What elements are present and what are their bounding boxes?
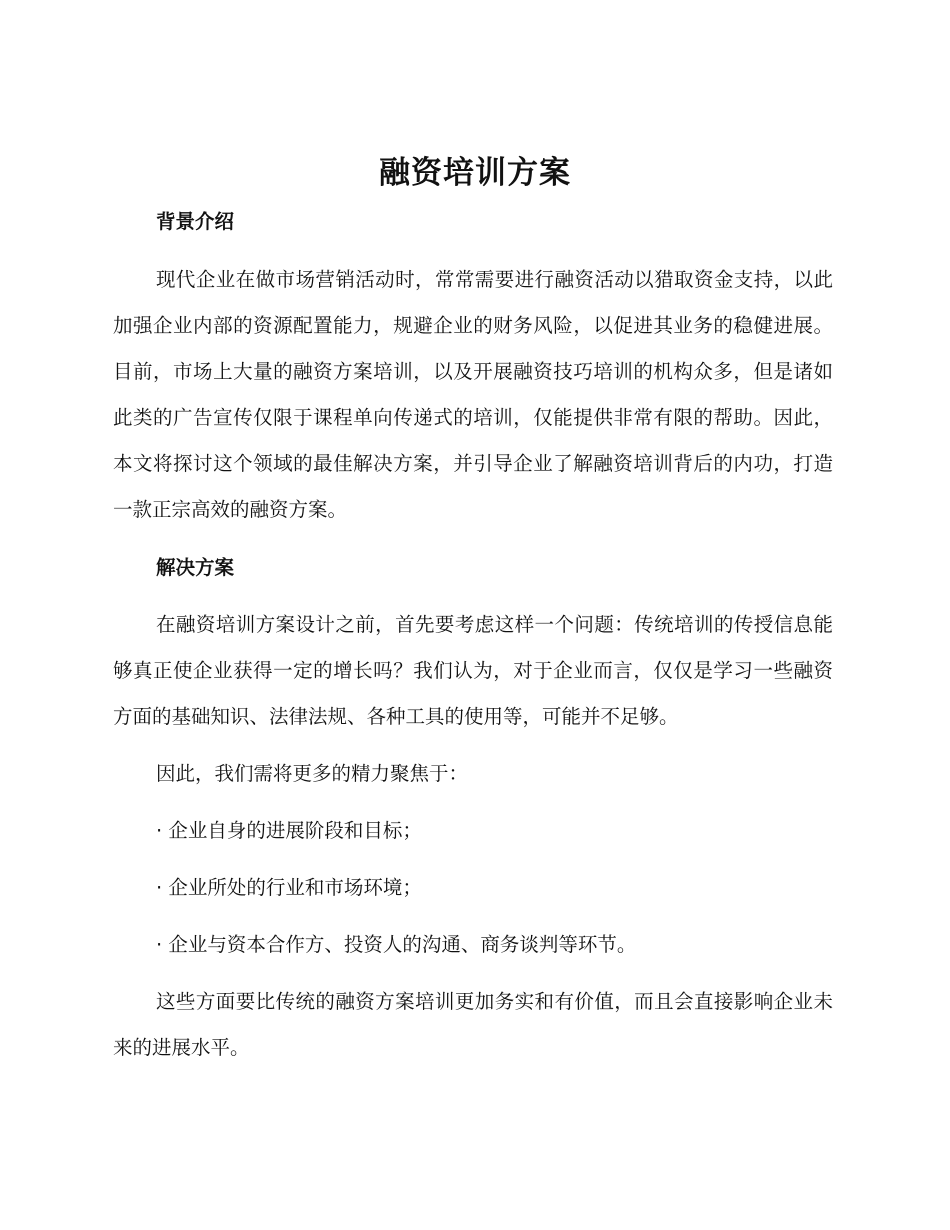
section-heading-solution: 解决方案	[156, 556, 235, 579]
document-body	[113, 199, 833, 1071]
bullet-item-2: · 企业所处的行业和市场环境；	[156, 876, 422, 899]
background-paragraph: 现代企业在做市场营销活动时，常常需要进行融资活动以猎取资金支持，以此加强企业内部的资源配置能力，规避企业的财务风险，以促进其业务的稳健进展。目前，市场上大量的融资方案培训，以及开展融资技巧培训的机构众多，但是诸如此类的广告宣传仅限于课程单向传递式的培训，仅能提供非常有限的帮助。因此，本文将探讨这个领域的最佳解决方案，并引导企业了解融资培训背后的内功，打造一款正宗高效的融资方案。	[113, 268, 833, 521]
closing-paragraph: 这些方面要比传统的融资方案培训更加务实和有价值，而且会直接影响企业未来的进展水平。	[113, 990, 833, 1059]
bullet-item-1: · 企业自身的进展阶段和目标；	[156, 819, 422, 842]
solution-paragraph-2: 因此，我们需将更多的精力聚焦于：	[156, 762, 469, 785]
document-title: 融资培训方案	[379, 155, 571, 191]
section-heading-background: 背景介绍	[156, 210, 235, 233]
solution-paragraph-1: 在融资培训方案设计之前，首先要考虑这样一个问题：传统培训的传授信息能够真正使企业获得一定的增长吗？我们认为，对于企业而言，仅仅是学习一些融资方面的基础知识、法律法规、各种工具的使用等，可能并不足够。	[113, 613, 833, 728]
bullet-item-3: · 企业与资本合作方、投资人的沟通、商务谈判等环节。	[156, 933, 637, 956]
